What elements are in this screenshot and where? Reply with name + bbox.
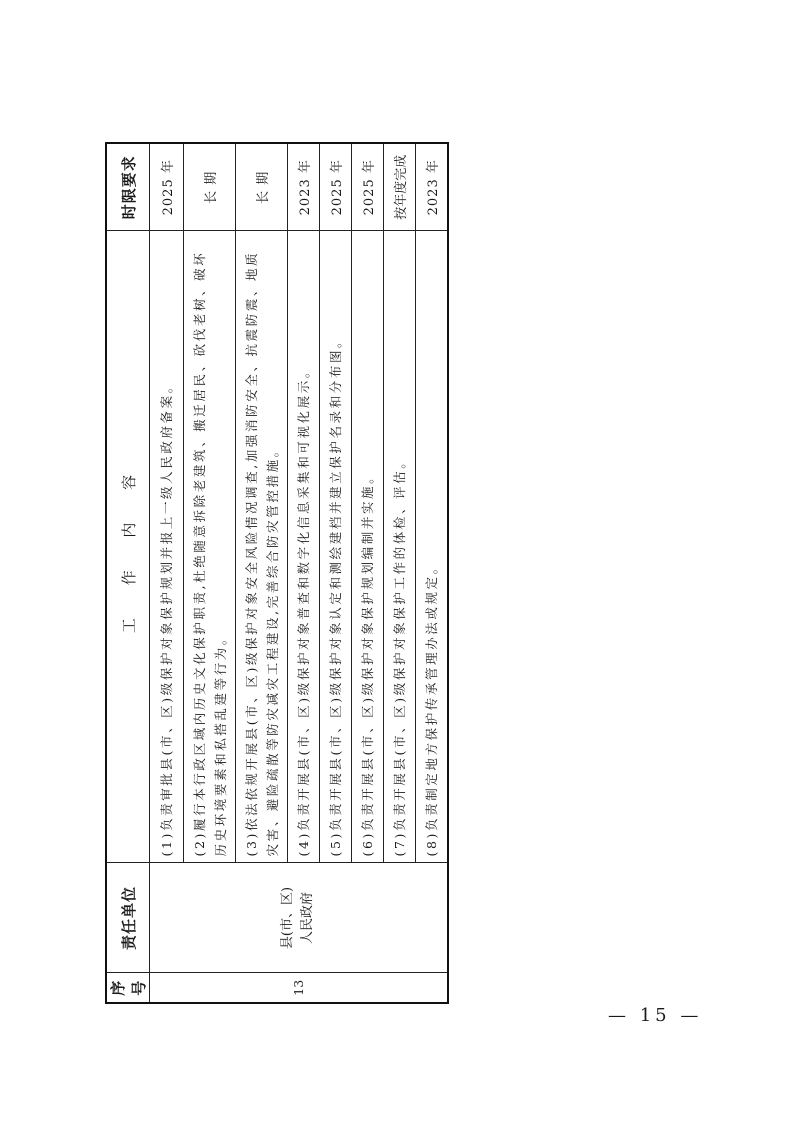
responsibility-table (105, 142, 449, 1004)
time-limit: 2025 年 (352, 143, 384, 231)
task-content: (4)负责开展县(市、区)级保护对象普查和数字化信息采集和可视化展示。 (288, 231, 320, 863)
time-limit: 2025 年 (320, 143, 352, 231)
task-content: (1)负责审批县(市、区)级保护对象保护规划并报上一级人民政府备案。 (150, 231, 184, 863)
task-content: (8)负责制定地方保护传承管理办法或规定。 (416, 231, 448, 863)
time-limit: 2023 年 (288, 143, 320, 231)
table-header-row (106, 143, 150, 1003)
row-seq-number: 13 (150, 973, 448, 1003)
task-content: (6)负责开展县(市、区)级保护对象保护规划编制并实施。 (352, 231, 384, 863)
responsible-unit-line1: 县(市、区) (280, 886, 296, 950)
header-limit: 时限要求 (106, 143, 150, 231)
task-content: (7)负责开展县(市、区)级保护对象保护工作的体检、评估。 (384, 231, 416, 863)
responsible-unit-line2: 人民政府 (300, 892, 316, 945)
time-limit: 长 期 (184, 143, 236, 231)
header-unit: 责任单位 (106, 863, 150, 973)
time-limit: 长 期 (236, 143, 288, 231)
task-content: (5)负责开展县(市、区)级保护对象认定和测绘建档并建立保护名录和分布图。 (320, 231, 352, 863)
header-seq: 序号 (106, 973, 150, 1003)
responsible-unit (150, 863, 448, 973)
task-content: (2)履行本行政区域内历史文化保护职责,杜绝随意拆除老建筑、搬迁居民、砍伐老树、破坏历史环境要素和私搭乱建等行为。 (184, 231, 236, 863)
time-limit: 2025 年 (150, 143, 184, 231)
time-limit: 2023 年 (416, 143, 448, 231)
time-limit: 按年度完成 (384, 143, 416, 231)
table-row (150, 143, 184, 1003)
task-content: (3)依法依规开展县(市、区)级保护对象安全风险情况调查,加强消防安全、抗震防震、地质灾害、避险疏散等防灾减灾工程建设,完善综合防灾管控措施。 (236, 231, 288, 863)
page-number: — 15 — (608, 1005, 703, 1026)
header-content: 工 作 内 容 (106, 231, 150, 863)
responsibility-table-rotated (105, 144, 441, 1004)
